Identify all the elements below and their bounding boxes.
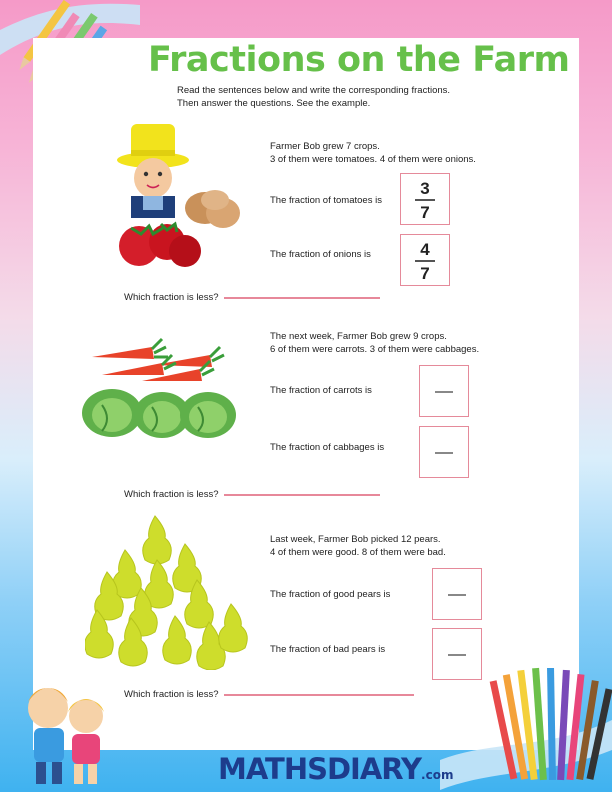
section-1-intro-line-2: 3 of them were tomatoes. 4 of them were onions. bbox=[270, 154, 476, 165]
brand-logo bbox=[218, 752, 454, 786]
section-3-answer-line[interactable] bbox=[224, 694, 414, 696]
section-3-intro-line-1: Last week, Farmer Bob picked 12 pears. bbox=[270, 534, 441, 545]
blank-fraction-bar bbox=[448, 594, 466, 596]
denominator: 7 bbox=[420, 264, 430, 283]
carrots-and-cabbages-illustration bbox=[82, 335, 242, 440]
section-1-answer-box-2[interactable] bbox=[400, 234, 450, 286]
colored-pencils-decoration bbox=[440, 660, 612, 792]
section-2-intro-line-2: 6 of them were carrots. 3 of them were cabbages. bbox=[270, 344, 480, 355]
section-1-answer-line[interactable] bbox=[224, 297, 380, 299]
section-1-intro-line-1: Farmer Bob grew 7 crops. bbox=[270, 141, 380, 152]
section-3-which-less: Which fraction is less? bbox=[124, 689, 219, 700]
section-2-answer-line[interactable] bbox=[224, 494, 380, 496]
farmer-with-tomatoes-and-onions-illustration bbox=[105, 118, 255, 273]
section-3-intro-line-2: 4 of them were good. 8 of them were bad. bbox=[270, 547, 446, 558]
section-1-answer-box-1[interactable] bbox=[400, 173, 450, 225]
instructions bbox=[177, 84, 537, 110]
pears-pile-illustration bbox=[85, 510, 250, 670]
instructions-line-1: Read the sentences below and write the corresponding fractions. bbox=[177, 85, 451, 96]
denominator: 7 bbox=[420, 203, 430, 222]
section-1-intro bbox=[270, 140, 476, 166]
brand-logo-suffix: .com bbox=[421, 768, 454, 782]
brand-logo-name: MATHSDIARY bbox=[218, 752, 422, 786]
section-2-intro-line-1: The next week, Farmer Bob grew 9 crops. bbox=[270, 331, 447, 342]
section-2-intro bbox=[270, 330, 479, 356]
section-3-intro bbox=[270, 533, 446, 559]
section-2-answer-box-2[interactable] bbox=[419, 426, 469, 478]
section-2-question-2: The fraction of cabbages is bbox=[270, 442, 385, 453]
section-3-answer-box-1[interactable] bbox=[432, 568, 482, 620]
blank-fraction-bar bbox=[435, 452, 453, 454]
section-2-which-less: Which fraction is less? bbox=[124, 489, 219, 500]
section-1-which-less: Which fraction is less? bbox=[124, 292, 219, 303]
section-3-question-1: The fraction of good pears is bbox=[270, 589, 391, 600]
page-title: Fractions on the Farm bbox=[148, 40, 570, 80]
instructions-line-2: Then answer the questions. See the example. bbox=[177, 98, 371, 109]
numerator: 3 bbox=[420, 179, 430, 198]
section-2-question-1: The fraction of carrots is bbox=[270, 385, 372, 396]
blank-fraction-bar bbox=[435, 391, 453, 393]
fraction-bar bbox=[415, 199, 435, 201]
fraction-bar bbox=[415, 260, 435, 262]
blank-fraction-bar bbox=[448, 654, 466, 656]
section-1-question-1: The fraction of tomatoes is bbox=[270, 195, 382, 206]
numerator: 4 bbox=[420, 240, 430, 259]
kids-cartoon-decoration bbox=[10, 672, 120, 790]
section-3-question-2: The fraction of bad pears is bbox=[270, 644, 386, 655]
section-2-answer-box-1[interactable] bbox=[419, 365, 469, 417]
section-1-question-2: The fraction of onions is bbox=[270, 249, 371, 260]
